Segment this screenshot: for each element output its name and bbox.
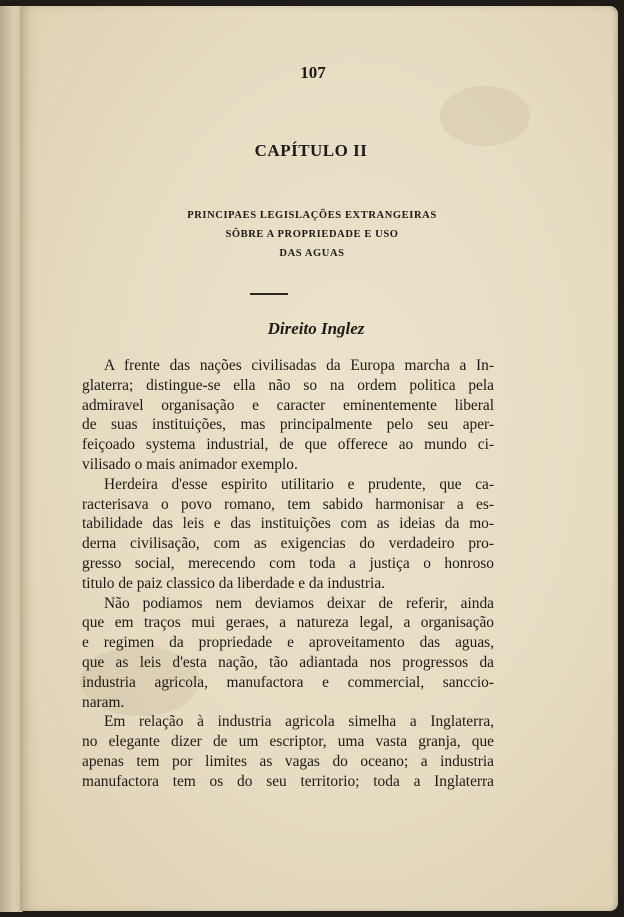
subtitle-line: SÔBRE A PROPRIEDADE E USO bbox=[225, 229, 399, 240]
text-line: de suas instituições, mas principalmente pelo seu aper- bbox=[82, 416, 494, 434]
chapter-subtitle bbox=[13, 206, 611, 263]
text-line: Não podiamos nem deviamos deixar de referir, ainda bbox=[104, 594, 494, 612]
text-line: admiravel organisação e caracter eminentemente liberal bbox=[82, 396, 494, 414]
paragraph bbox=[82, 475, 494, 594]
paragraph bbox=[82, 356, 494, 475]
subtitle-line: PRINCIPAES LEGISLAÇÕES EXTRANGEIRAS bbox=[187, 210, 437, 221]
page-number: 107 bbox=[300, 63, 326, 82]
text-line: feiçoado systema industrial, de que offerece ao mundo ci- bbox=[82, 436, 494, 454]
chapter-title: CAPÍTULO II bbox=[254, 141, 368, 160]
subtitle-line: DAS AGUAS bbox=[279, 248, 345, 259]
text-line: naram. bbox=[82, 693, 125, 711]
text-line: gresso social, merecendo com toda a justiça o honroso bbox=[82, 554, 494, 572]
section-heading: Direito Inglez bbox=[267, 319, 365, 338]
text-line: que as leis d'esta nação, tão adiantada nos progressos da bbox=[82, 653, 494, 671]
book-page bbox=[20, 6, 618, 911]
text-line: manufactora tem os do seu territorio; toda a Inglaterra bbox=[82, 772, 494, 790]
paragraph bbox=[82, 594, 494, 713]
text-line: A frente das nações civilisadas da Europa marcha a In- bbox=[104, 357, 494, 374]
text-line: tabilidade das leis e das instituições com as ideias da mo- bbox=[82, 515, 494, 533]
text-line: apenas tem por limites as vagas do oceano; a industria bbox=[82, 752, 494, 770]
text-line: no elegante dizer de um escriptor, uma vasta granja, que bbox=[82, 733, 494, 751]
text-line: vilisado o mais animador exemplo. bbox=[82, 455, 298, 473]
text-line: que em traços mui geraes, a natureza legal, a organisação bbox=[82, 614, 494, 632]
text-line: derna civilisação, com as exigencias do verdadeiro pro- bbox=[82, 535, 494, 553]
text-line: e regimen da propriedade e aproveitamento das aguas, bbox=[82, 634, 494, 652]
text-line: industria agricola, manufactora e commercial, sanccio- bbox=[82, 673, 494, 691]
paragraph bbox=[82, 712, 494, 791]
text-line: titulo de paiz classico da liberdade e da industria. bbox=[82, 574, 386, 592]
paper-stain bbox=[440, 86, 530, 146]
text-line: Herdeira d'esse espirito utilitario e prudente, que ca- bbox=[104, 475, 494, 493]
text-line: glaterra; distingue-se ella não so na ordem politica pela bbox=[82, 376, 494, 394]
text-line: Em relação à industria agricola simelha a Inglaterra, bbox=[104, 713, 494, 731]
body-text bbox=[82, 356, 494, 792]
text-line: racterisava o povo romano, tem sabido harmonisar a es- bbox=[82, 495, 494, 513]
section-divider bbox=[250, 293, 288, 295]
